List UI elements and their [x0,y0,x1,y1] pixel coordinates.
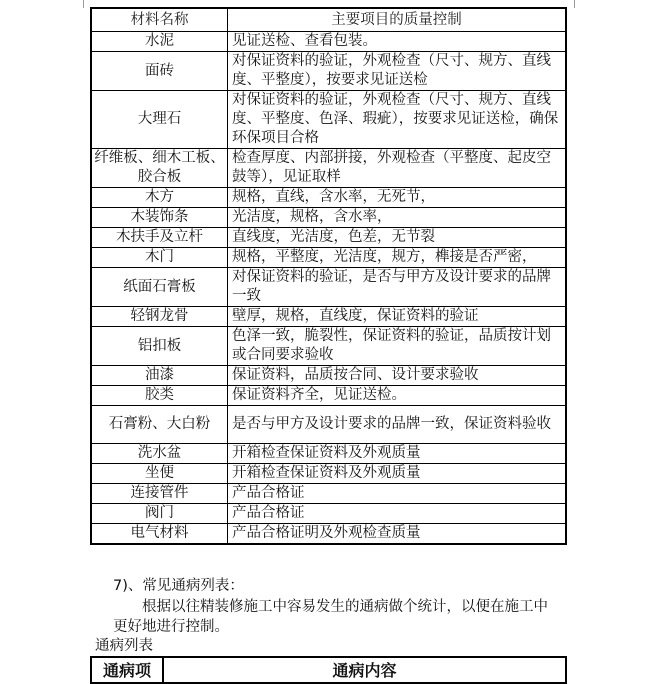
quality-control-cell: 产品合格证 [228,504,567,524]
material-name-cell: 阀门 [91,504,228,524]
quality-control-cell: 光洁度，规格，含水率， [228,208,567,228]
material-name-cell: 连接管件 [91,484,228,504]
header-defect-content: 通病内容 [163,657,566,683]
table-row [91,327,566,366]
table-row [91,307,566,327]
header-quality-control: 主要项目的质量控制 [228,8,567,32]
table-row [91,484,566,504]
material-name-cell: 石膏粉、大白粉 [91,406,228,444]
table-row [91,248,566,268]
material-name-cell: 水泥 [91,32,228,52]
quality-control-cell: 产品合格证明及外观检查质量 [228,524,567,545]
header-defect-item: 通病项 [91,657,163,683]
material-name-cell: 木门 [91,248,228,268]
quality-control-cell: 规格，平整度，光洁度，规方，榫接是否严密， [228,248,567,268]
quality-control-cell: 是否与甲方及设计要求的品牌一致，保证资料验收 [228,406,567,444]
quality-control-table [90,7,567,545]
quality-control-cell: 对保证资料的验证，是否与甲方及设计要求的品牌一致 [228,268,567,307]
quality-control-cell: 开箱检查保证资料及外观质量 [228,444,567,464]
table-row [91,464,566,484]
material-name-cell: 纸面石膏板 [91,268,228,307]
material-name-cell: 轻钢龙骨 [91,307,228,327]
material-name-cell: 电气材料 [91,524,228,545]
material-name-cell: 木装饰条 [91,208,228,228]
material-name-cell: 木扶手及立杆 [91,228,228,248]
material-name-cell: 纤维板、细木工板、胶合板 [91,149,228,188]
table-row [91,386,566,406]
material-name-cell: 洗水盆 [91,444,228,464]
table-header-row [91,8,566,32]
section-heading: 7)、常见通病列表： [113,578,244,594]
defect-list-table [90,656,567,684]
table-row [91,32,566,52]
table-row [91,406,566,444]
quality-control-table-body [91,8,566,544]
table-row [91,149,566,188]
material-name-cell: 木方 [91,188,228,208]
header-material-name: 材料名称 [91,8,228,32]
material-name-cell: 胶类 [91,386,228,406]
material-name-cell: 油漆 [91,366,228,386]
table-row [91,268,566,307]
crop-mark-top-right-vertical [574,0,575,8]
quality-control-cell: 规格，直线，含水率，无死节， [228,188,567,208]
table-row [91,366,566,386]
table-row [91,208,566,228]
table-row [91,504,566,524]
table-row [91,52,566,91]
quality-control-cell: 直线度，光洁度，色差，无节裂 [228,228,567,248]
quality-control-cell: 对保证资料的验证，外观检查（尺寸、规方、直线度、平整度、色泽、瑕疵），按要求见证送检，确保环保项目合格 [228,91,567,149]
quality-control-cell: 产品合格证 [228,484,567,504]
table-row [91,444,566,464]
quality-control-cell: 壁厚，规格，直线度，保证资料的验证 [228,307,567,327]
quality-control-cell: 保证资料，品质按合同、设计要求验收 [228,366,567,386]
table-row [91,228,566,248]
crop-mark-top-left-vertical [83,0,84,8]
quality-control-cell: 保证资料齐全，见证送检。 [228,386,567,406]
material-name-cell: 大理石 [91,91,228,149]
quality-control-cell: 对保证资料的验证，外观检查（尺寸、规方、直线度、平整度），按要求见证送检 [228,52,567,91]
table-row [91,91,566,149]
quality-control-cell: 色泽一致，脆裂性，保证资料的验证，品质按计划或合同要求验收 [228,327,567,366]
table-caption: 通病列表 [95,638,153,654]
section-paragraph-line-1: 根据以往精装修施工中容易发生的通病做个统计，以便在施工中 [142,599,548,615]
material-name-cell: 铝扣板 [91,327,228,366]
table-row [91,524,566,545]
material-name-cell: 坐便 [91,464,228,484]
material-name-cell: 面砖 [91,52,228,91]
section-paragraph-line-2: 更好地进行控制。 [113,619,229,635]
quality-control-cell: 开箱检查保证资料及外观质量 [228,464,567,484]
quality-control-cell: 检查厚度、内部拼接，外观检查（平整度、起皮空鼓等），见证取样 [228,149,567,188]
defect-table-header-row [91,657,566,683]
table-row [91,188,566,208]
quality-control-cell: 见证送检、查看包装。 [228,32,567,52]
